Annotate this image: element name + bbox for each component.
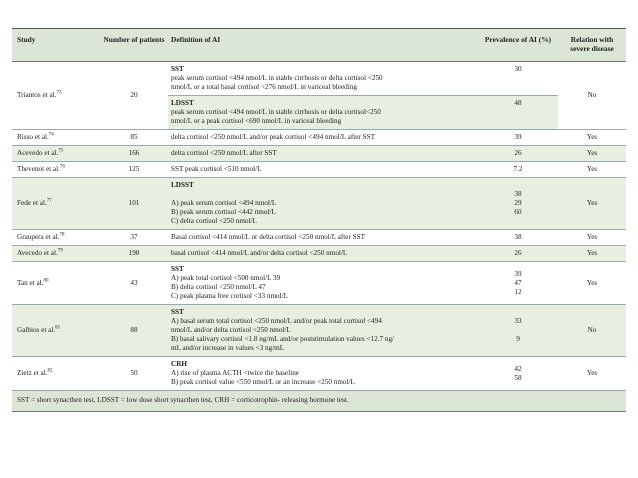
relation-cell: Yes (558, 178, 626, 230)
definition-line: nmol/L or a peak cortisol <690 nmol/L in variceal bleeding (171, 117, 342, 125)
header-relation: Relation with severe disease (558, 29, 626, 62)
relation-cell: No (558, 305, 626, 357)
study-ref: 78 (59, 232, 65, 238)
table-row (12, 178, 626, 230)
definition-line: B) peak cortisol value <550 nmol/L or an increase <250 nmol/L (171, 378, 355, 386)
prevalence-cell (478, 178, 558, 230)
header-definition: Definition of AI (168, 29, 478, 62)
relation-cell: Yes (558, 230, 626, 246)
definition-line: peak serum cortisol <494 nmol/L in stable cirrhosis or delta cortisol<250 (171, 108, 381, 116)
definition-cell (168, 230, 478, 246)
table-row (12, 357, 626, 391)
header-study: Study (12, 29, 100, 62)
study-name: Zietz et al. (17, 369, 48, 377)
table-row (12, 305, 626, 357)
prevalence-cell (478, 230, 558, 246)
definition-line: delta cortisol <250 nmol/L after SST (171, 149, 277, 157)
prevalence-cell (478, 130, 558, 146)
definition-line: A) peak total cortisol <500 nmol/L 39 (171, 274, 281, 282)
table-row (12, 130, 626, 146)
definition-cell (168, 305, 478, 357)
prevalence-cell (478, 357, 558, 391)
study-ref: 73 (56, 90, 62, 96)
study-name: Triantos et al. (17, 91, 57, 99)
prevalence-value: 39 (514, 269, 522, 278)
study-ref: 80 (43, 278, 49, 284)
test-type-heading: SST (171, 65, 184, 73)
definition-cell (168, 130, 478, 146)
relation-cell: Yes (558, 246, 626, 262)
patients-cell: 125 (100, 162, 168, 178)
header-prevalence: Prevalence of AI (%) (478, 29, 558, 62)
test-type-heading: CRH (171, 360, 187, 368)
definition-cell (168, 262, 478, 305)
prevalence-value: 48 (514, 99, 522, 107)
study-name: Tan et al. (17, 278, 44, 287)
table-row (12, 146, 626, 162)
study-ref: 76 (59, 164, 65, 170)
study-name: Galbios et al. (17, 326, 56, 334)
definition-line: B) delta cortisol <250 nmol/L 47 (171, 283, 266, 291)
prevalence-value: 60 (514, 208, 522, 216)
prevalence-value: 39 (514, 133, 522, 141)
study-cell (12, 162, 100, 178)
table-row (12, 246, 626, 262)
definition-line: basal cortisol <414 nmol/L and/or delta cortisol <250 nmol/L (171, 249, 348, 257)
test-type-heading: SST (171, 265, 184, 273)
study-name: Avecedo et al. (17, 249, 58, 257)
patients-cell: 50 (100, 357, 168, 391)
study-cell (12, 305, 100, 357)
definition-cell (168, 96, 478, 130)
definition-line: B) peak serum cortisol <442 nmol/L (171, 208, 276, 216)
footnote-row (12, 391, 626, 412)
prevalence-value: 38 (514, 190, 522, 198)
prevalence-value (481, 326, 555, 335)
patients-cell: 88 (100, 305, 168, 357)
table-row (12, 162, 626, 178)
prevalence-cell (478, 246, 558, 262)
patients-cell: 85 (100, 130, 168, 146)
definition-line: nmol/L and/or delta cortisol <250 nmol/L (171, 326, 291, 334)
study-ref: 81 (55, 325, 61, 331)
study-cell (12, 62, 100, 130)
prevalence-value: 38 (514, 233, 522, 241)
prevalence-cell (478, 162, 558, 178)
definition-line: C) delta cortisol <250 nmol/L (171, 217, 257, 225)
study-name: Risso et al. (17, 133, 49, 141)
test-type-heading: SST (171, 308, 184, 316)
definition-line: SST peak cortisol <510 nmol/L (171, 165, 262, 173)
definition-line: B) basal salivary cortisol <1.8 ng/mL and/or poststimulation values <12.7 ng/ (171, 335, 395, 343)
prevalence-cell (478, 146, 558, 162)
relation-cell: Yes (558, 146, 626, 162)
relation-cell: Yes (558, 130, 626, 146)
study-ref: 77 (46, 198, 52, 204)
prevalence-value: 26 (514, 249, 522, 257)
relation-cell: Yes (558, 162, 626, 178)
prevalence-value: 9 (516, 335, 520, 343)
study-ref: 74 (48, 132, 54, 138)
patients-cell: 101 (100, 178, 168, 230)
patients-cell: 43 (100, 262, 168, 305)
relation-cell: Yes (558, 357, 626, 391)
study-ref: 75 (58, 148, 64, 154)
study-cell (12, 130, 100, 146)
table-row (12, 262, 626, 305)
definition-cell (168, 178, 478, 230)
study-cell (12, 262, 100, 305)
patients-cell: 20 (100, 62, 168, 130)
definition-line: peak serum cortisol <494 nmol/L in stable cirrhosis or delta cortisol <250 (171, 74, 383, 82)
ai-prevalence-table (12, 29, 626, 411)
prevalence-value: 30 (514, 65, 522, 73)
study-ref: 82 (47, 368, 53, 374)
prevalence-value: 26 (514, 149, 522, 157)
study-cell (12, 230, 100, 246)
patients-cell: 166 (100, 146, 168, 162)
definition-cell (168, 162, 478, 178)
definition-cell (168, 62, 478, 96)
study-name: Graupera et al. (17, 233, 60, 241)
study-cell (12, 146, 100, 162)
table-frame (12, 28, 626, 412)
table-row (12, 230, 626, 246)
prevalence-value: 33 (514, 317, 522, 325)
definition-cell (168, 246, 478, 262)
table-body (12, 62, 626, 391)
patients-cell: 198 (100, 246, 168, 262)
study-ref: 79 (57, 248, 63, 254)
prevalence-value: 29 (514, 199, 522, 207)
prevalence-cell (478, 262, 558, 305)
table-row (12, 62, 626, 96)
definition-line: mL and/or increase in values <3 ng/mL (171, 344, 285, 352)
spacer (171, 190, 475, 199)
relation-cell: No (558, 62, 626, 130)
relation-cell: Yes (558, 262, 626, 305)
definition-cell (168, 357, 478, 391)
definition-line: A) rise of plasma ACTH <twice the baseline (171, 369, 300, 377)
study-name: Fede et al. (17, 199, 47, 207)
prevalence-cell (478, 96, 558, 130)
definition-line: Basal cortisol <414 nmol/L or delta cortisol <250 nmol/L after SST (171, 233, 366, 241)
prevalence-cell (478, 62, 558, 96)
study-cell (12, 246, 100, 262)
prevalence-value: 58 (514, 373, 522, 382)
test-type-heading: LDSST (171, 99, 194, 107)
definition-cell (168, 146, 478, 162)
definition-line: A) peak serum cortisol <494 nmol/L (171, 199, 277, 207)
patients-cell: 37 (100, 230, 168, 246)
prevalence-value: 42 (514, 364, 522, 373)
test-type-heading: LDSST (171, 181, 194, 189)
prevalence-value: 12 (514, 287, 522, 296)
study-cell (12, 178, 100, 230)
prevalence-value: 47 (514, 278, 522, 287)
definition-line: A) basal serum total cortisol <250 nmol/L and/or peak total cortisol <494 (171, 317, 382, 325)
footnote: SST = short synacthen test, LDSST = low dose short synacthen test, CRH = corticotrophin- releasing hormone test. (12, 391, 626, 412)
prevalence-cell (478, 305, 558, 357)
definition-line: C) peak plasma free cortisol <33 nmol/L (171, 292, 289, 300)
study-name: Thevenot et al. (17, 165, 60, 173)
definition-line: delta cortisol <250 nmol/L and/or peak cortisol <494 nmol/L after SST (171, 133, 375, 141)
header-row (12, 29, 626, 62)
definition-line: nmol/L or a total basal cortisol <276 nmol/L in variceal bleeding (171, 83, 357, 91)
header-patients: Number of patients (100, 29, 168, 62)
study-cell (12, 357, 100, 391)
prevalence-value: 7.2 (513, 165, 523, 173)
study-name: Acevedo et al. (17, 149, 59, 157)
